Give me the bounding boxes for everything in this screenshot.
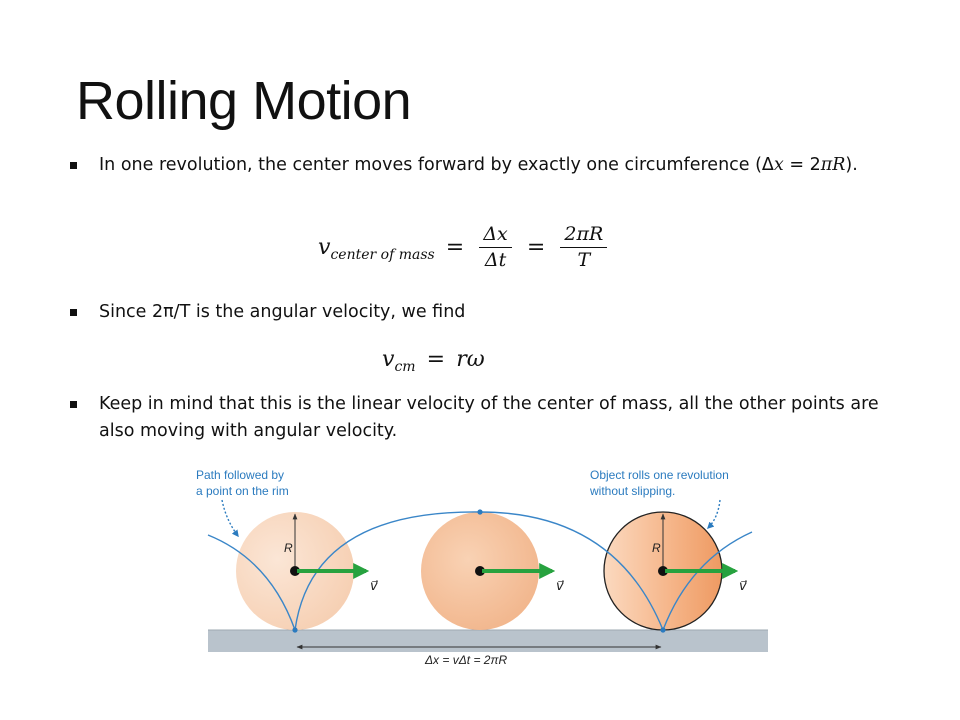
path-label-leader [222, 500, 238, 536]
bullet-linear-velocity: Keep in mind that this is the linear velocity of the center of mass, all the other points are also moving with angular velocity. [70, 391, 890, 445]
ground [208, 630, 768, 652]
velocity-label: v⃗ [739, 578, 747, 593]
equation-vcm: vcm = rω [382, 347, 485, 375]
equation-center-of-mass-velocity: vcenter of mass = $\frac{\Delta x}{\Delta t}$ = $\frac{2\pi R}{T}$ [318, 222, 611, 273]
radius-label: R [284, 541, 293, 555]
distance-label: Δx = vΔt = 2πR [425, 653, 508, 667]
radius-label: R [652, 541, 661, 555]
path-label-line2: a point on the rim [196, 484, 289, 498]
object-label-line2: without slipping. [590, 484, 676, 498]
object-label-line1: Object rolls one revolution [590, 468, 729, 482]
bullet-text: In one revolution, the center moves forward by exactly one circumference (Δx = 2πR). [99, 155, 858, 175]
fraction-circumference: $\frac{2\pi R}{T}$ [560, 222, 607, 273]
slide-title: Rolling Motion [76, 71, 412, 131]
fraction-delta: $\frac{\Delta x}{\Delta t}$ [479, 222, 511, 273]
path-label-line1: Path followed by [196, 468, 285, 482]
velocity-label: v⃗ [556, 578, 564, 593]
bullet-angular-velocity: Since 2π/T is the angular velocity, we find [70, 299, 890, 326]
velocity-label: v⃗ [370, 578, 378, 593]
object-label-leader [708, 500, 720, 528]
